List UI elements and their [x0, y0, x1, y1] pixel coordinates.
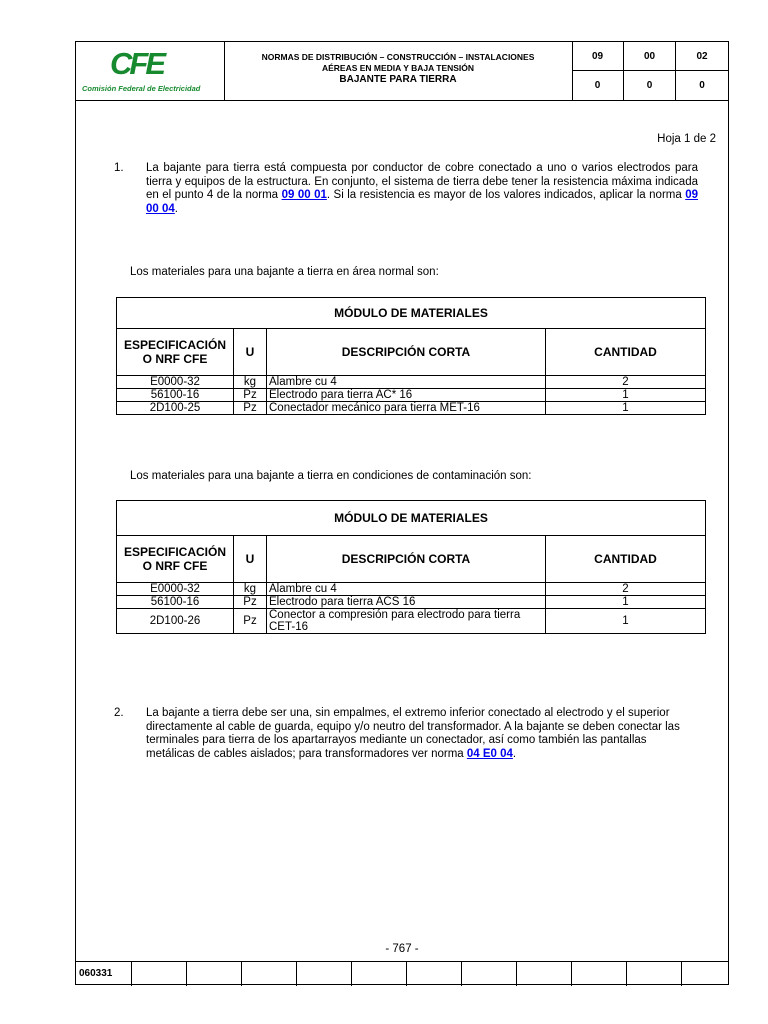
- col-quantity: CANTIDAD: [546, 329, 706, 376]
- item-1-number: 1.: [114, 162, 124, 174]
- table-row: [117, 389, 706, 402]
- cell-spec: 56100-16: [117, 389, 234, 402]
- table-header-row: [117, 536, 706, 583]
- item-1-text-b: . Si la resistencia es mayor de los valores indicados, aplicar la norma: [326, 189, 686, 201]
- footer-cell: [187, 962, 242, 986]
- cell-quantity: 2: [546, 376, 706, 389]
- col-quantity: CANTIDAD: [546, 536, 706, 583]
- code-bottom-3: 0: [699, 80, 705, 91]
- col-description: DESCRIPCIÓN CORTA: [267, 536, 546, 583]
- materials-table-contamination: [116, 500, 706, 634]
- table-row: [117, 376, 706, 389]
- footer-cell: [627, 962, 682, 986]
- footer-cell: [682, 962, 729, 986]
- item-2-text-a: La bajante a tierra debe ser una, sin empalmes, el extremo inferior conectado al electrodo y el superior directamente al cable de guarda, equipo y/o neutro del transformador. A la bajante se deben conectar las terminales para tierra de los apartarrayos mediante un conectador, así como también las pantallas metálicas de cables aislados; para transformadores ver norma: [146, 707, 680, 760]
- cell-spec: 56100-16: [117, 596, 234, 609]
- code-top-3: 02: [676, 42, 728, 71]
- footer-cell: [517, 962, 572, 986]
- cell-spec: E0000-32: [117, 583, 234, 596]
- table-row: [117, 596, 706, 609]
- code-top-1: 09: [572, 42, 624, 71]
- item-1-paragraph: [146, 162, 698, 216]
- title-line-1: NORMAS DE DISTRIBUCIÓN – CONSTRUCCIÓN – INSTALACIONES: [261, 52, 535, 62]
- footer-cell: [572, 962, 627, 986]
- cell-description: Electrodo para tierra AC* 16: [267, 389, 546, 402]
- logo-mark: CFE: [110, 46, 163, 81]
- col-spec: ESPECIFICACIÓN O NRF CFE: [117, 536, 234, 583]
- table-row: [117, 609, 706, 634]
- footer-cell: [352, 962, 407, 986]
- norm-link-090004[interactable]: 09 00 04: [146, 189, 699, 215]
- table-title-row: [117, 298, 706, 329]
- cell-unit: Pz: [234, 389, 267, 402]
- cfe-logo: [76, 42, 225, 100]
- table-header-row: [117, 329, 706, 376]
- intro-contamination: Los materiales para una bajante a tierra en condiciones de contaminación son:: [130, 470, 532, 482]
- header-title: [224, 42, 573, 100]
- cell-quantity: 1: [546, 609, 706, 634]
- footer-grid: [75, 961, 729, 986]
- title-line-3: BAJANTE PARA TIERRA: [339, 74, 457, 85]
- item-2-text-b: .: [512, 747, 517, 760]
- col-spec: ESPECIFICACIÓN O NRF CFE: [117, 329, 234, 376]
- col-unit: U: [234, 536, 267, 583]
- item-2-number: 2.: [114, 707, 124, 719]
- cell-spec: 2D100-26: [117, 609, 234, 634]
- logo-subtitle: Comisión Federal de Electricidad: [82, 84, 201, 93]
- intro-normal-area: Los materiales para una bajante a tierra en área normal son:: [130, 266, 439, 278]
- norm-link-090001[interactable]: 09 00 01: [281, 189, 327, 201]
- code-top-2: 00: [624, 42, 676, 71]
- cell-description: Alambre cu 4: [267, 583, 546, 596]
- table-title-row: [117, 501, 706, 536]
- code-bottom-1: 0: [572, 71, 624, 100]
- item-1-text-a: La bajante para tierra está compuesta por conductor de cobre conectado a uno o varios electrodos para tierra y equipos de la estructura. En conjunto, el sistema de tierra debe tener la resistencia máxima indicada en el punto 4 de la norma: [146, 162, 698, 201]
- footer-cell: [297, 962, 352, 986]
- item-2-paragraph: [146, 707, 698, 761]
- col-unit: U: [234, 329, 267, 376]
- norm-link-04e004[interactable]: 04 E0 04: [466, 747, 513, 760]
- item-1-text-c: .: [174, 202, 178, 215]
- cell-quantity: 1: [546, 389, 706, 402]
- cell-quantity: 2: [546, 583, 706, 596]
- cell-unit: kg: [234, 376, 267, 389]
- footer-cell: [462, 962, 517, 986]
- document-header: [76, 42, 728, 101]
- cell-unit: Pz: [234, 609, 267, 634]
- cell-spec: 2D100-25: [117, 402, 234, 415]
- cell-unit: kg: [234, 583, 267, 596]
- table-row: [117, 583, 706, 596]
- col-description: DESCRIPCIÓN CORTA: [267, 329, 546, 376]
- cell-quantity: 1: [546, 596, 706, 609]
- title-line-2: AÉREAS EN MEDIA Y BAJA TENSIÓN: [321, 63, 475, 73]
- footer-cell: [132, 962, 187, 986]
- code-bottom-2: 0: [624, 71, 676, 100]
- cell-description: Conector a compresión para electrodo para tierra CET-16: [267, 609, 546, 634]
- document-page: [75, 41, 729, 985]
- table-title: MÓDULO DE MATERIALES: [117, 298, 706, 329]
- cell-description: Conectador mecánico para tierra MET-16: [267, 402, 546, 415]
- cell-description: Alambre cu 4: [267, 376, 546, 389]
- norm-code-grid: [572, 42, 728, 100]
- table-row: [117, 402, 706, 415]
- footer-cell: [242, 962, 297, 986]
- cell-quantity: 1: [546, 402, 706, 415]
- cell-unit: Pz: [234, 596, 267, 609]
- page-number: - 767 -: [385, 943, 419, 955]
- footer-cell: [407, 962, 462, 986]
- table-title: MÓDULO DE MATERIALES: [117, 501, 706, 536]
- sheet-indicator: Hoja 1 de 2: [657, 133, 716, 145]
- cell-unit: Pz: [234, 402, 267, 415]
- cell-description: Electrodo para tierra ACS 16: [267, 596, 546, 609]
- cell-spec: E0000-32: [117, 376, 234, 389]
- materials-table-normal: [116, 297, 706, 415]
- footer-code: 060331: [75, 962, 132, 986]
